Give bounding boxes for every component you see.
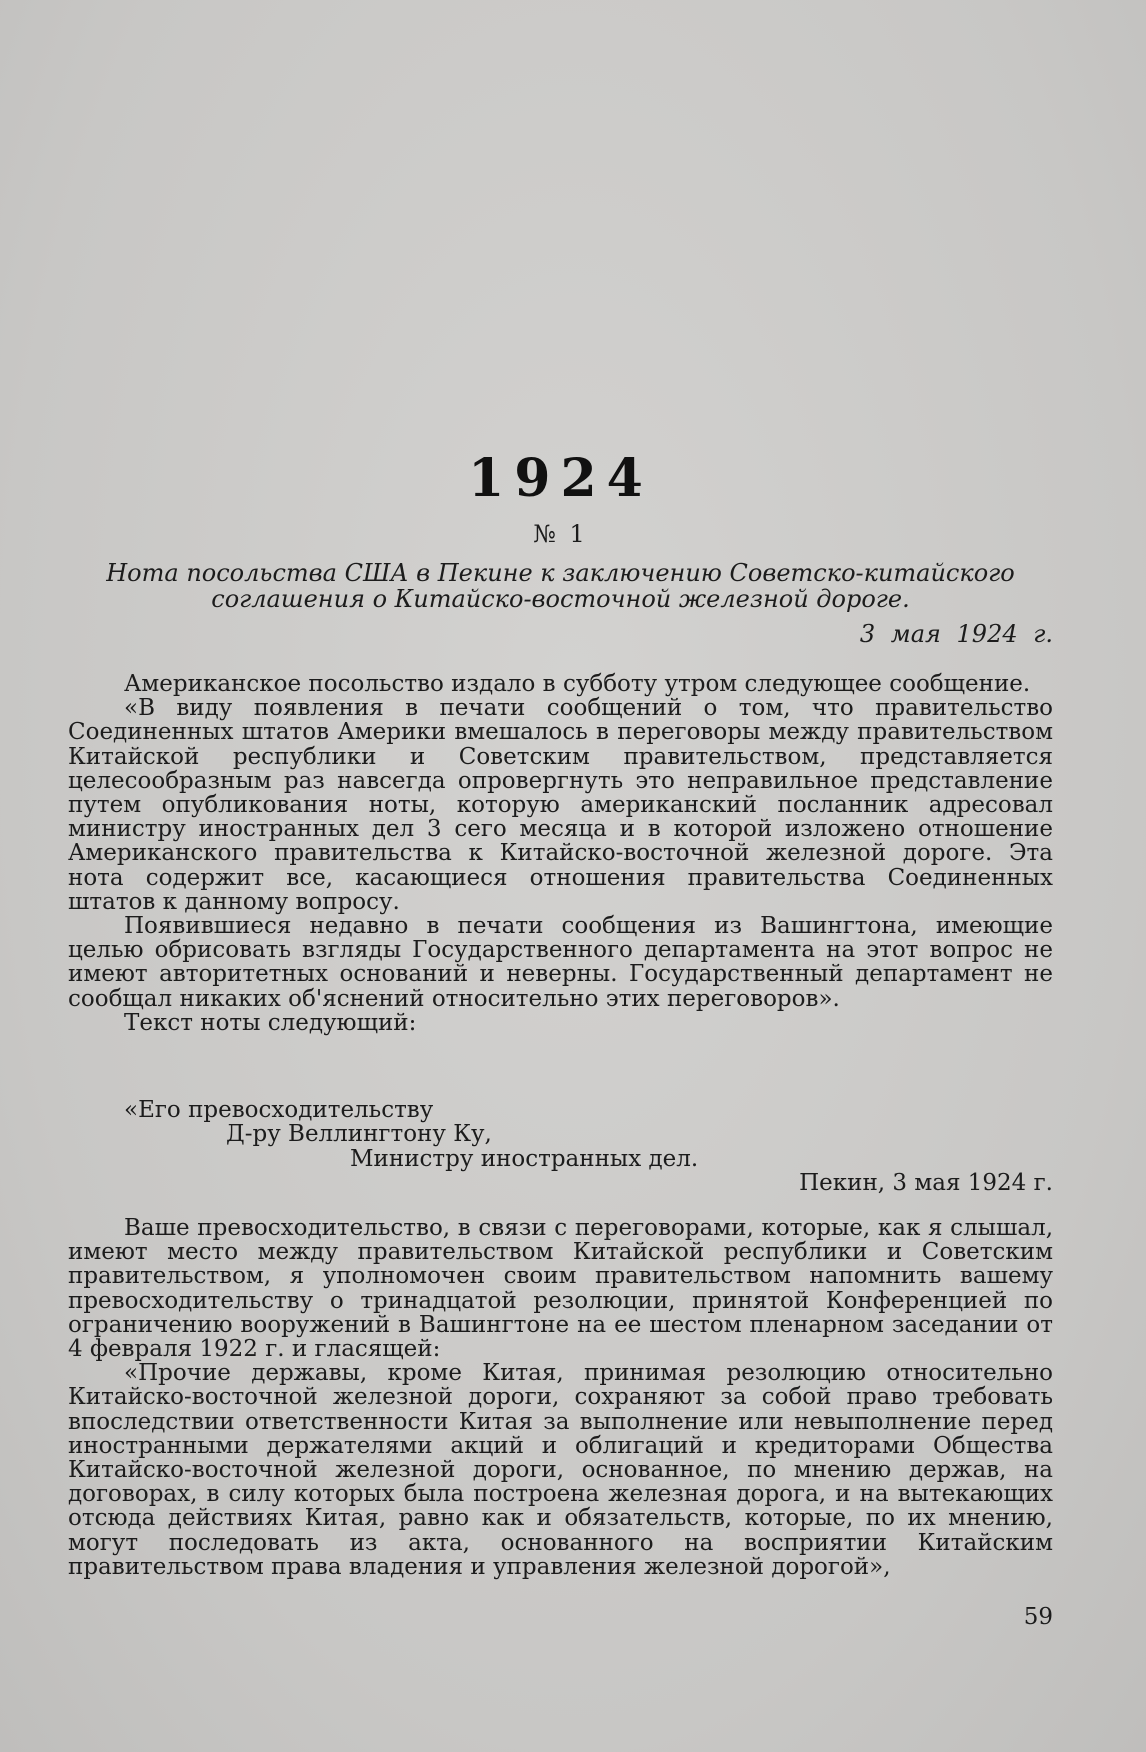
document-date: 3 мая 1924 г. bbox=[859, 620, 1053, 648]
paragraph: Текст ноты следующий: bbox=[124, 1009, 417, 1036]
address-line: Д-ру Веллингтону Ку, bbox=[226, 1121, 492, 1148]
letter-text bbox=[68, 1216, 1053, 1579]
body-text bbox=[68, 672, 1053, 1035]
document-title: Нота посольства США в Пекине к заключению Советско-китайского соглашения о Китайско-восточной железной дороге. bbox=[106, 559, 1015, 613]
address-line: «Его превосходительству bbox=[124, 1097, 434, 1123]
year-heading: 1924 bbox=[468, 448, 653, 509]
paragraph: Появившиеся недавно в печати сообщения из Вашингтона, имеющие целью обрисовать взгляды Государственного департамента на этот вопрос не имеют авторитетных оснований и неверны. Государственный департамент не сообщал никаких об'яснений относительно этих переговоров». bbox=[68, 913, 1053, 1012]
letter-address-block bbox=[68, 1098, 1053, 1196]
address-line: Министру иностранных дел. bbox=[350, 1145, 699, 1172]
letter-place-date: Пекин, 3 мая 1924 г. bbox=[799, 1170, 1053, 1197]
paragraph: Американское посольство издало в субботу утром следующее сообщение. bbox=[124, 671, 1031, 697]
paragraph: Ваше превосходительство, в связи с переговорами, которые, как я слышал, имеют место между правительством Китайской республики и Советским правительством, я уполномочен своим правительством напомнить вашему превосходительству о тринадцатой резолюции, принятой Конференцией по ограничению вооружений в Вашингтоне на ее шестом пленарном заседании от 4 февраля 1922 г. и гласящей: bbox=[68, 1215, 1053, 1363]
paragraph: «В виду появления в печати сообщений о том, что правительство Соединенных штатов Америки вмешалось в переговоры между правительством Китайской республики и Советским правительством, представляется целесообразным раз навсегда опровергнуть это неправильное представление путем опубликования ноты, которую американский посланник адресовал министру иностранных дел 3 сего месяца и в которой изложено отношение Американского правительства к Китайско-восточной железной дороге. Эта нота содержит все, касающиеся отношения правительства Соединенных штатов к данному вопросу. bbox=[68, 695, 1053, 915]
page-number: 59 bbox=[1023, 1604, 1053, 1630]
document-number: № 1 bbox=[533, 520, 588, 548]
paragraph: «Прочие державы, кроме Китая, принимая резолюцию относительно Китайско-восточной железной дороги, сохраняют за собой право требовать впоследствии ответственности Китая за выполнение или невыполнение перед иностранными держателями акций и облигаций и кредиторами Общества Китайско-восточной железной дороги, основанное, по мнению держав, на договорах, в силу которых была построена железная дорога, и на вытекающих отсюда действиях Китая, равно как и обязательств, которые, по их мнению, могут последовать из акта, основанного на восприятии Китайским правительством права владения и управления железной дорогой», bbox=[68, 1360, 1053, 1580]
